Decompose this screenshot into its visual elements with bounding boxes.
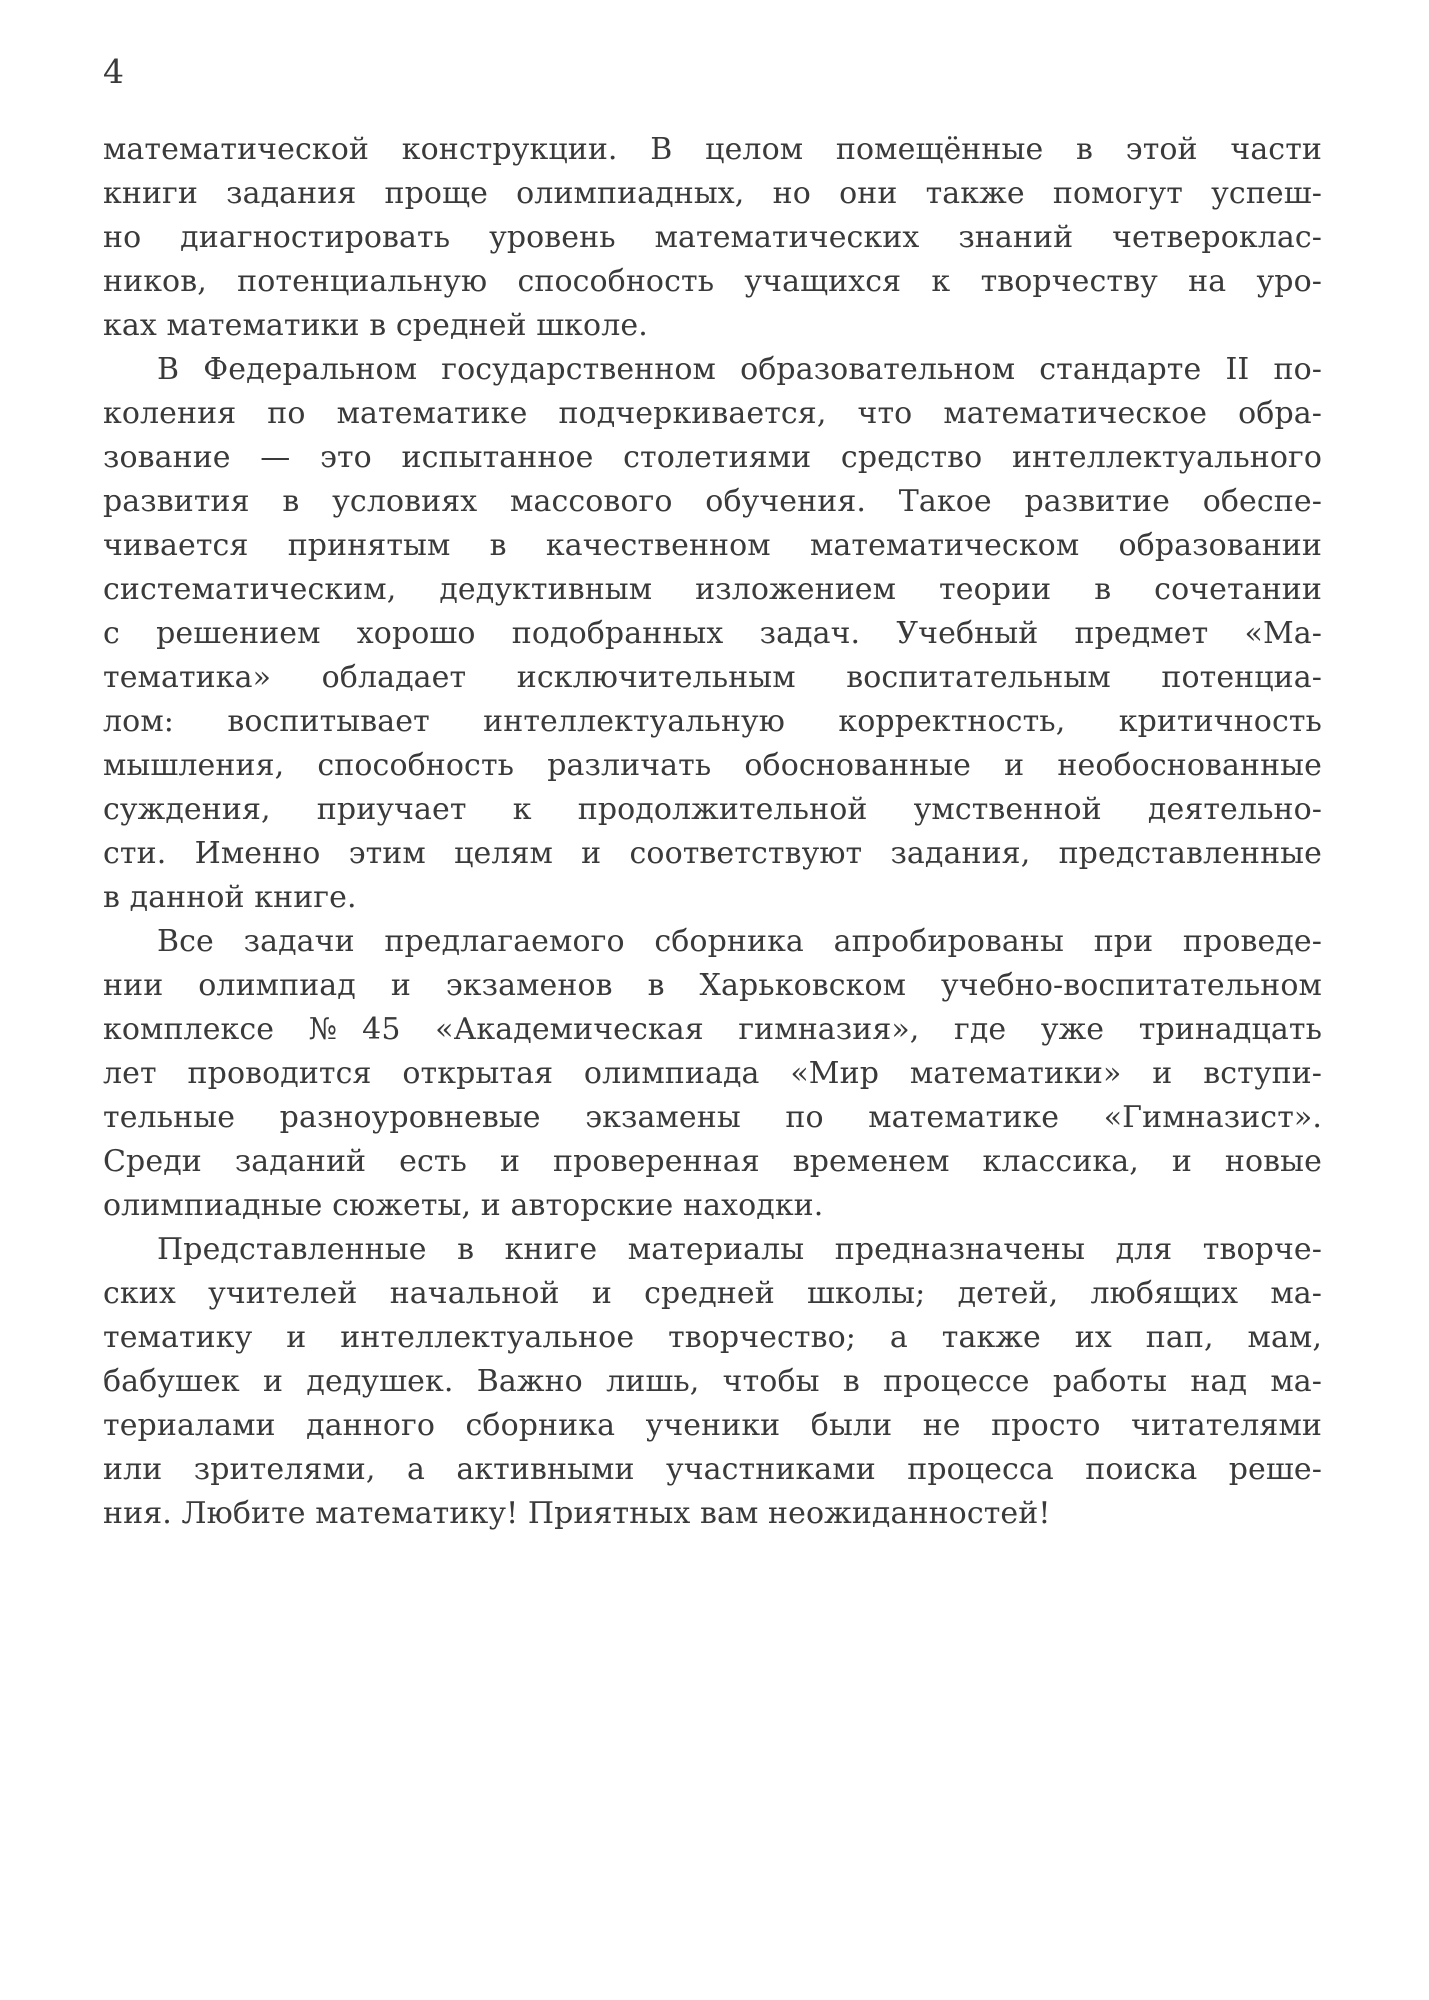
text-line: ских учителей начальной и средней школы; детей, любящих ма-	[103, 1276, 1322, 1311]
text-line: нии олимпиад и экзаменов в Харьковском учебно-воспитательном	[103, 968, 1322, 1003]
text-line: лет проводится открытая олимпиада «Мир математики» и вступи-	[103, 1056, 1322, 1091]
text-line: в данной книге.	[103, 880, 357, 915]
text-line: тематику и интеллектуальное творчество; а также их пап, мам,	[103, 1320, 1322, 1355]
text-line: Среди заданий есть и проверенная временем классика, и новые	[103, 1144, 1322, 1179]
text-line: зование — это испытанное столетиями средство интеллектуального	[103, 440, 1322, 475]
text-line: мышления, способность различать обоснованные и необоснованные	[103, 748, 1322, 783]
text-line: или зрителями, а активными участниками процесса поиска реше-	[103, 1452, 1322, 1487]
paragraph-1	[103, 128, 1322, 348]
text-line: книги задания проще олимпиадных, но они также помогут успеш-	[103, 176, 1322, 211]
text-line: чивается принятым в качественном математическом образовании	[103, 528, 1322, 563]
text-line: суждения, приучает к продолжительной умственной деятельно-	[103, 792, 1322, 827]
text-line: систематическим, дедуктивным изложением теории в сочетании	[103, 572, 1322, 607]
text-line: с решением хорошо подобранных задач. Учебный предмет «Ма-	[103, 616, 1322, 651]
text-line: лом: воспитывает интеллектуальную корректность, критичность	[103, 704, 1322, 739]
paragraph-4	[103, 1228, 1322, 1536]
text-line: териалами данного сборника ученики были не просто читателями	[103, 1408, 1322, 1443]
text-line: ников, потенциальную способность учащихся к творчеству на уро-	[103, 264, 1322, 299]
text-line: тематика» обладает исключительным воспитательным потенциа-	[103, 660, 1322, 695]
text-line: ках математики в средней школе.	[103, 308, 648, 343]
text-line: Все задачи предлагаемого сборника апробированы при проведе-	[157, 924, 1322, 959]
text-line: ния. Любите математику! Приятных вам неожиданностей!	[103, 1496, 1051, 1531]
page-number: 4	[103, 52, 124, 91]
text-line: математической конструкции. В целом помещённые в этой части	[103, 132, 1322, 167]
text-line: В Федеральном государственном образовательном стандарте II по-	[157, 352, 1322, 387]
text-line: коления по математике подчеркивается, что математическое обра-	[103, 396, 1322, 431]
text-line: сти. Именно этим целям и соответствуют задания, представленные	[103, 836, 1322, 871]
text-line: развития в условиях массового обучения. Такое развитие обеспе-	[103, 484, 1322, 519]
text-line: бабушек и дедушек. Важно лишь, чтобы в процессе работы над ма-	[103, 1364, 1322, 1399]
text-line: олимпиадные сюжеты, и авторские находки.	[103, 1188, 824, 1223]
paragraph-3	[103, 920, 1322, 1228]
paragraph-2	[103, 348, 1322, 920]
text-line: но диагностировать уровень математических знаний четвероклас-	[103, 220, 1322, 255]
text-line: тельные разноуровневые экзамены по математике «Гимназист».	[103, 1100, 1322, 1135]
text-line: Представленные в книге материалы предназначены для творче-	[157, 1232, 1322, 1267]
text-line: комплексе №45 «Академическая гимназия», где уже тринадцать	[103, 1012, 1322, 1047]
body-text	[103, 128, 1322, 1536]
